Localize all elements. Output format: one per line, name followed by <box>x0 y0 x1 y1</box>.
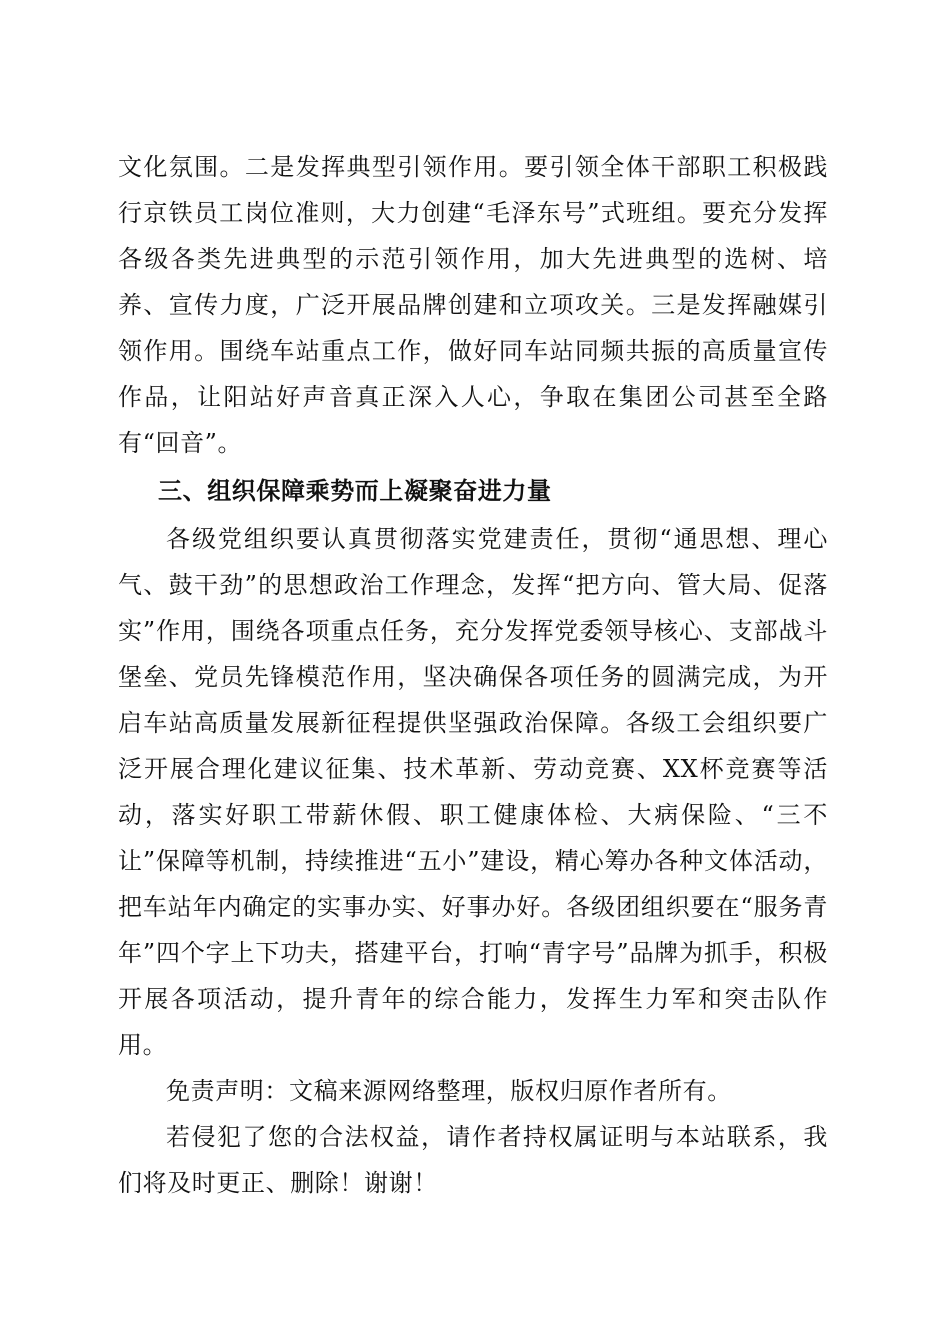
disclaimer-line-2: 若侵犯了您的合法权益，请作者持权属证明与本站联系，我们将及时更正、删除！谢谢！ <box>118 1123 828 1197</box>
paragraph-continued: 文化氛围。二是发挥典型引领作用。要引领全体干部职工积极践行京铁员工岗位准则，大力创建“毛泽东号”式班组。要充分发挥各级各类先进典型的示范引领作用，加大先进典型的选树、培养、宣传力度，广泛开展品牌创建和立项攻关。三是发挥融媒引领作用。围绕车站重点工作，做好同车站同频共振的高质量宣传作品，让阳站好声音真正深入人心，争取在集团公司甚至全路有“回音”。 <box>118 153 828 457</box>
paragraph-section-three: 各级党组织要认真贯彻落实党建责任，贯彻“通思想、理心气、鼓干劲”的思想政治工作理念，发挥“把方向、管大局、促落实”作用，围绕各项重点任务，充分发挥党委领导核心、支部战斗堡垒、党员先锋模范作用，坚决确保各项任务的圆满完成，为开启车站高质量发展新征程提供坚强政治保障。各级工会组织要广泛开展合理化建议征集、技术革新、劳动竞赛、XX杯竞赛等活动，落实好职工带薪休假、职工健康体检、大病保险、“三不让”保障等机制，持续推进“五小”建设，精心筹办各种文体活动，把车站年内确定的实事办实、好事办好。各级团组织要在“服务青年”四个字上下功夫，搭建平台，打响“青字号”品牌为抓手，积极开展各项活动，提升青年的综合能力，发挥生力军和突击队作用。 <box>118 525 828 1059</box>
section-heading: 三、组织保障乘势而上凝聚奋进力量 <box>158 477 552 505</box>
disclaimer-line-1: 免责声明：文稿来源网络整理，版权归原作者所有。 <box>166 1077 732 1105</box>
document-page <box>118 144 828 1206</box>
